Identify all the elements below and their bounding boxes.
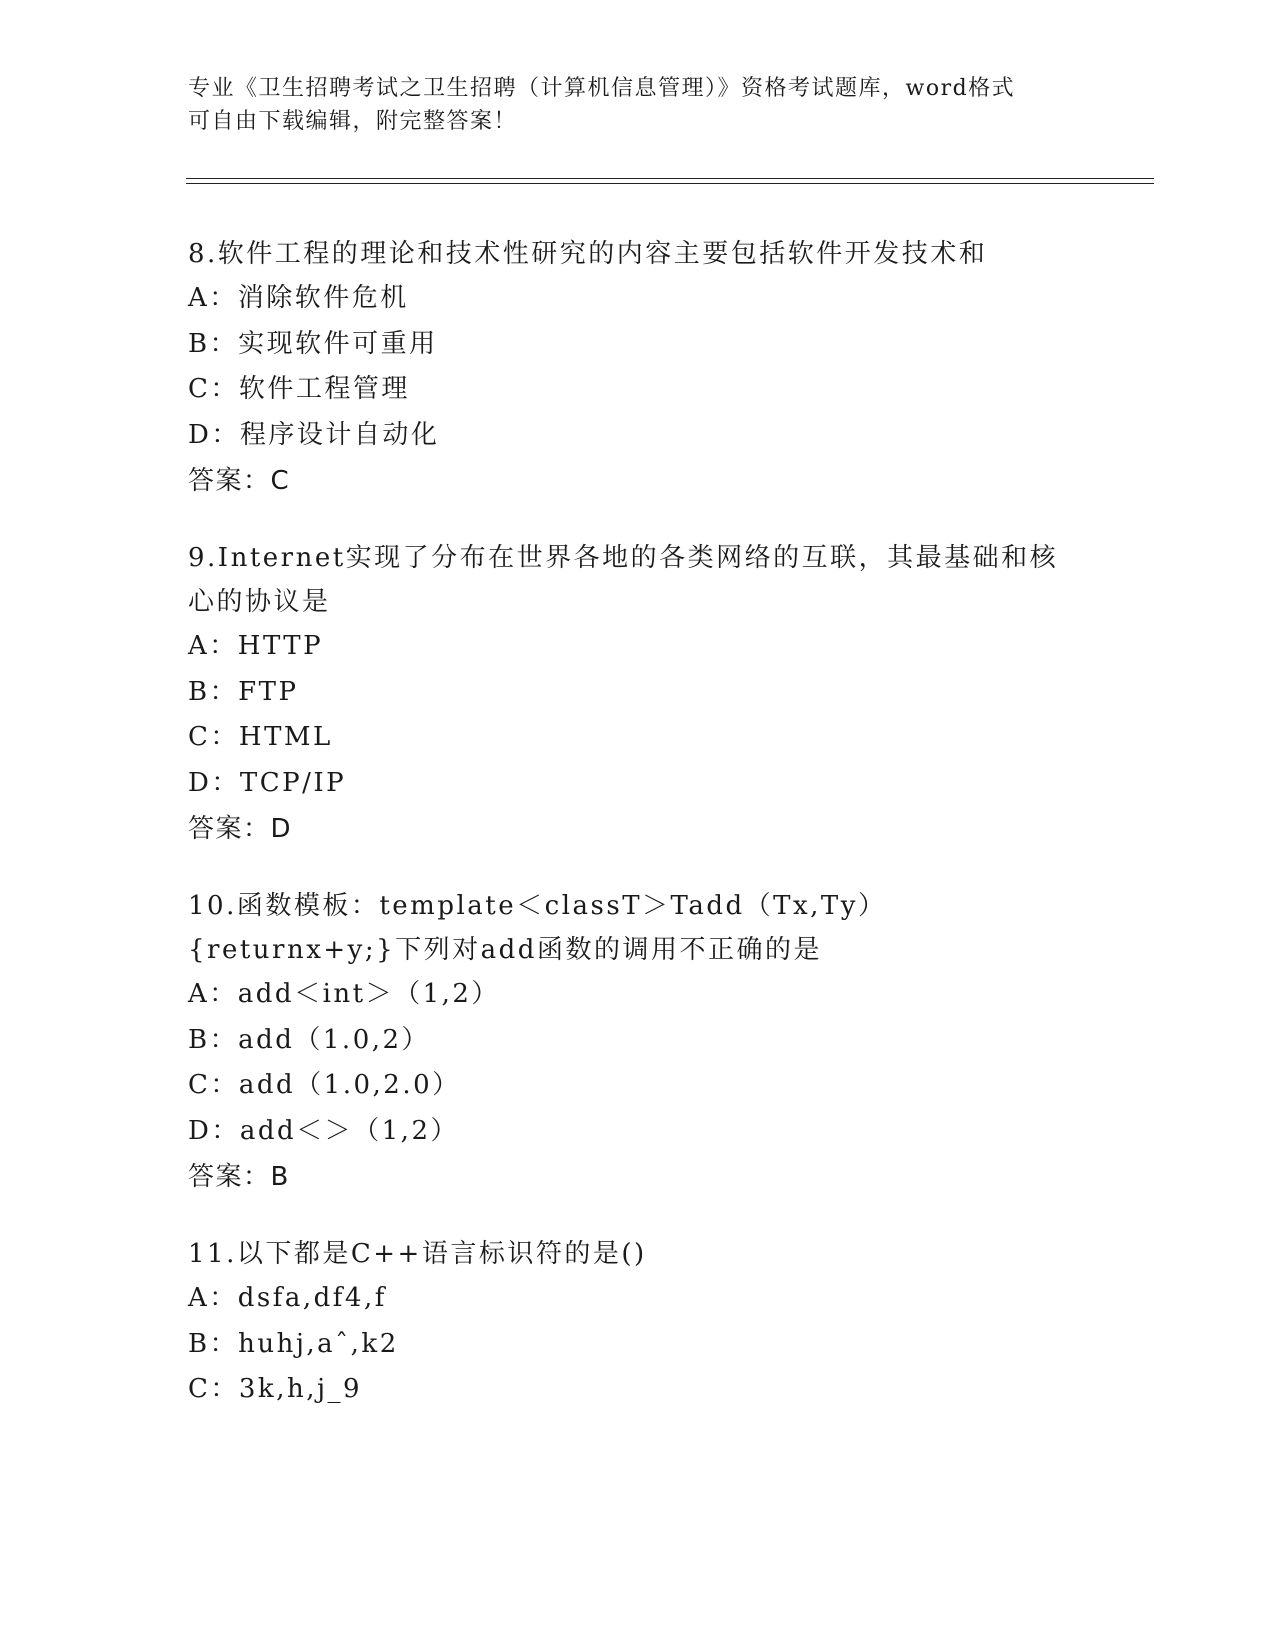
answer: 答案：B (188, 1162, 290, 1192)
question-stem: 10.函数模板：template＜classT＞Tadd（Tx,Ty）{returnx+y;}下列对add函数的调用不正确的是 (188, 891, 887, 965)
option-d: D：TCP/IP (188, 767, 347, 798)
question-list (188, 232, 1068, 1445)
option-a: A：消除软件危机 (188, 283, 409, 313)
question-stem: 8.软件工程的理论和技术性研究的内容主要包括软件开发技术和 (188, 239, 988, 269)
option-b: B：add（1.0,2） (188, 1024, 431, 1055)
answer: 答案：C (188, 466, 291, 496)
option-b: B：实现软件可重用 (188, 328, 438, 359)
question-10 (188, 884, 1068, 1200)
header-divider-bottom (186, 183, 1154, 184)
document-header (188, 72, 1068, 138)
answer: 答案：D (188, 814, 293, 844)
option-a: A：HTTP (188, 631, 324, 661)
option-a: A：dsfa,df4,f (188, 1283, 387, 1313)
option-c: C：add（1.0,2.0） (188, 1070, 461, 1100)
option-d: D：程序设计自动化 (188, 419, 440, 450)
option-c: C：软件工程管理 (188, 374, 410, 404)
header-divider-top (186, 178, 1154, 179)
question-11 (188, 1232, 1068, 1413)
option-c: C：3k,h,j_9 (188, 1374, 363, 1404)
option-d: D：add＜＞（1,2） (188, 1115, 459, 1146)
header-line-2: 可自由下载编辑，附完整答案！ (188, 109, 518, 134)
question-stem: 11.以下都是C++语言标识符的是() (188, 1239, 647, 1269)
option-a: A：add＜int＞（1,2） (188, 979, 500, 1009)
question-8 (188, 232, 1068, 504)
question-stem: 9.Internet实现了分布在世界各地的各类网络的互联，其最基础和核心的协议是 (188, 543, 1059, 617)
option-b: B：huhj,aˆ,k2 (188, 1328, 399, 1359)
header-line-1: 专业《卫生招聘考试之卫生招聘（计算机信息管理）》资格考试题库，word格式 (188, 76, 1016, 101)
option-c: C：HTML (188, 722, 333, 752)
question-9 (188, 536, 1068, 852)
option-b: B：FTP (188, 676, 299, 707)
